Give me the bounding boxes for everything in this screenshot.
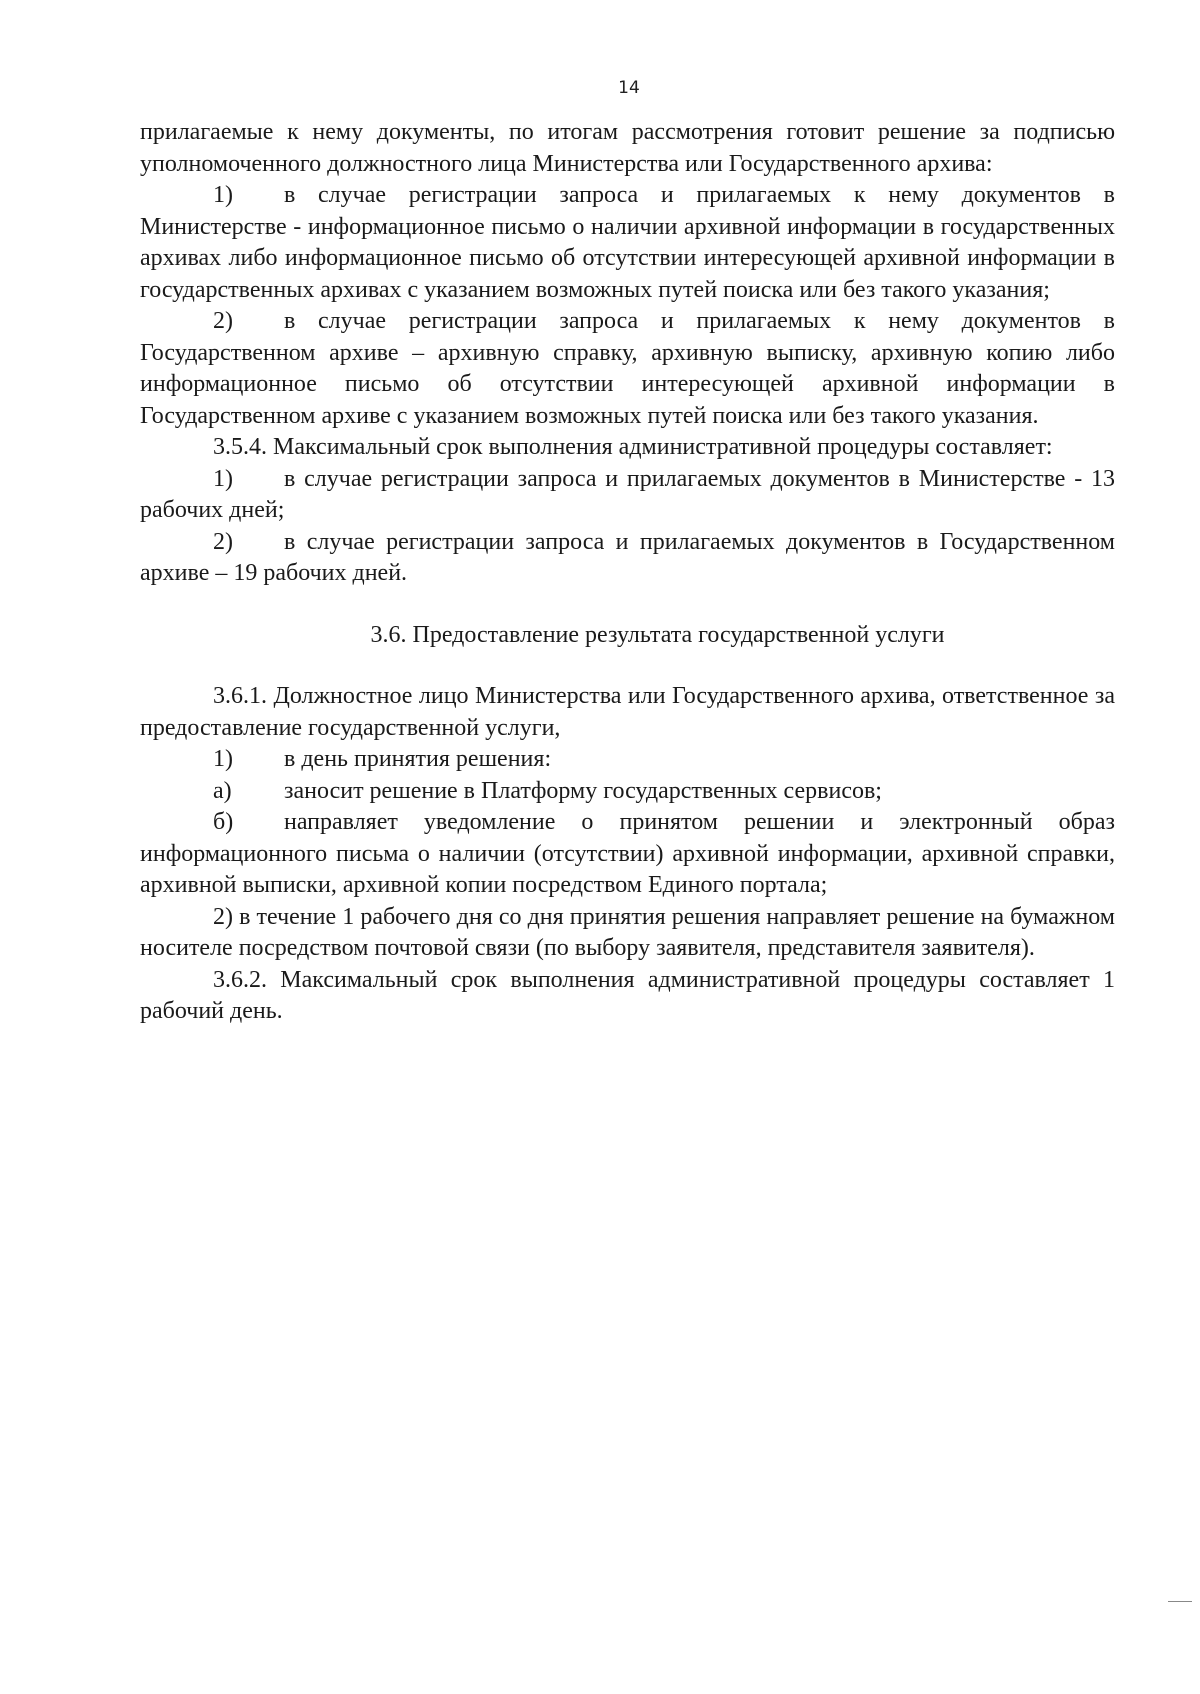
- list-item-text: в случае регистрации запроса и прилагаемых документов в Министерстве - 13 рабочих дней;: [140, 465, 1115, 523]
- document-body: [140, 117, 1115, 1028]
- list-item: [140, 464, 1115, 527]
- list-item-number: 1): [213, 182, 233, 208]
- list-item-text: в случае регистрации запроса и прилагаемых к нему документов в Министерстве - информационное письмо о наличии архивной информации в государственных архивах либо информационное письмо об отсутствии интересующей архивной информации в государственных архивах с указанием возможных путей поиска или без такого указания;: [140, 182, 1115, 303]
- paragraph-intro: прилагаемые к нему документы, по итогам рассмотрения готовит решение за подписью уполномоченного должностного лица Министерства или Государственного архива:: [140, 119, 1115, 177]
- list-item-number: 2): [213, 308, 233, 334]
- list-item-text: в случае регистрации запроса и прилагаемых к нему документов в Государственном архиве – архивную справку, архивную выписку, архивную копию либо информационное письмо об отсутствии интересующей архивной информации в Государственном архиве с указанием возможных путей поиска или без такого указания.: [140, 308, 1115, 429]
- list-item-number: 1): [213, 465, 233, 492]
- page-number: 14: [618, 78, 640, 98]
- list-item-text: заносит решение в Платформу государственных сервисов;: [284, 777, 882, 804]
- list-item-text: направляет уведомление о принятом решении и электронный образ информационного письма о наличии (отсутствии) архивной информации, архивной справки, архивной выписки, архивной копии посредством Единого портала;: [140, 809, 1115, 898]
- section-heading: 3.6. Предоставление результата государственной услуги: [370, 621, 945, 648]
- list-item: [140, 744, 1115, 776]
- list-item-number: 2): [213, 528, 233, 555]
- clause-3-6-1: 3.6.1. Должностное лицо Министерства или Государственного архива, ответственное за предоставление государственной услуги,: [140, 683, 1115, 741]
- clause-3-6-2: 3.6.2. Максимальный срок выполнения административной процедуры составляет 1 рабочий день.: [140, 966, 1115, 1024]
- list-item-number: 1): [213, 746, 233, 772]
- list-item: [140, 527, 1115, 590]
- list-item-number: а): [213, 777, 232, 804]
- list-item-number: б): [213, 809, 234, 835]
- paragraph-item-2: 2) в течение 1 рабочего дня со дня принятия решения направляет решение на бумажном носителе посредством почтовой связи (по выбору заявителя, представителя заявителя).: [140, 903, 1115, 961]
- scan-edge-mark: [1168, 1601, 1192, 1602]
- clause-3-5-4: 3.5.4. Максимальный срок выполнения административной процедуры составляет:: [213, 434, 1053, 460]
- list-item: [140, 807, 1115, 902]
- list-item: [140, 180, 1115, 306]
- list-item: [140, 776, 1115, 808]
- list-item-text: в случае регистрации запроса и прилагаемых документов в Государственном архиве – 19 рабочих дней.: [140, 528, 1115, 586]
- list-item-text: в день принятия решения:: [284, 746, 552, 772]
- list-item: [140, 306, 1115, 432]
